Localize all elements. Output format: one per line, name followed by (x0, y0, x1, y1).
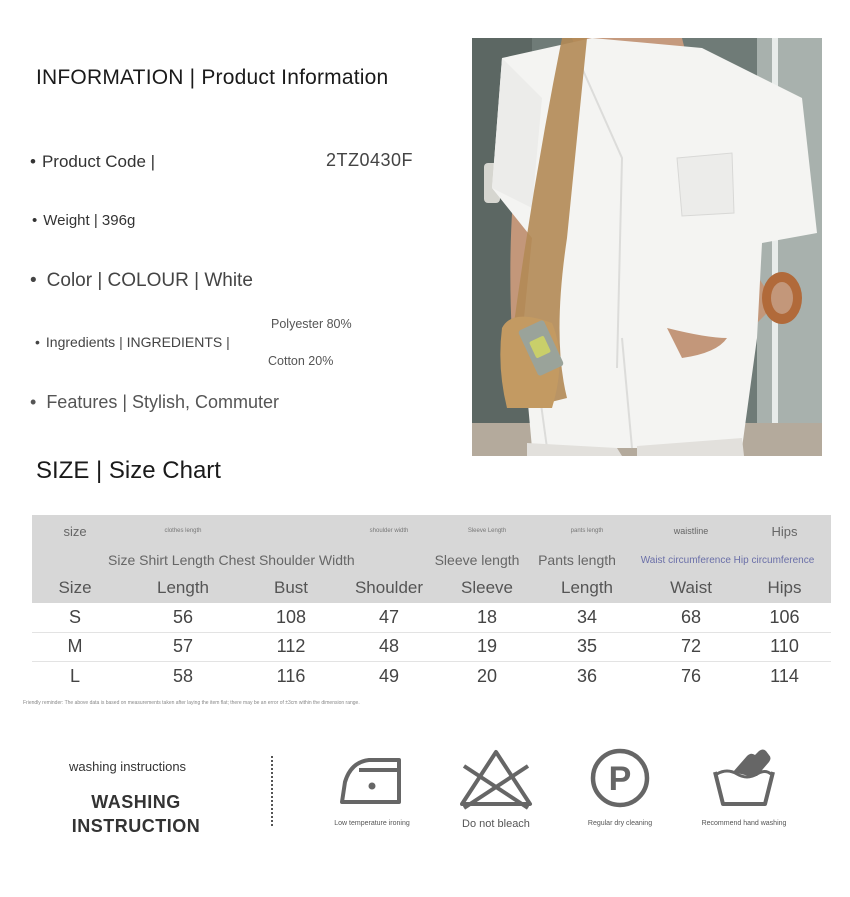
table-cell: 57 (172, 636, 194, 657)
table-cell: 48 (378, 636, 400, 657)
ingredient-cotton: Cotton 20% (268, 354, 334, 368)
table-cell: 47 (378, 606, 400, 627)
hand-wash-icon (709, 742, 779, 812)
dotted-divider (271, 756, 273, 826)
bullet: • (30, 270, 37, 291)
info-title: INFORMATION | Product Information (36, 66, 389, 89)
product-code-value: 2TZ0430F (326, 150, 414, 170)
table-cell: 116 (276, 666, 306, 687)
header-cell: Sleeve length (434, 552, 520, 568)
washing-item-hand-wash (694, 742, 794, 827)
ingredient-polyester: Polyester 80% (271, 317, 352, 331)
header-cell: Hips (771, 523, 798, 539)
header-cell: Pants length (538, 552, 616, 568)
table-cell: 108 (275, 606, 307, 627)
bullet: • (32, 212, 38, 229)
header-cell: size (63, 523, 87, 539)
color-text: Color | COLOUR | White (46, 270, 253, 291)
bullet: • (35, 334, 40, 350)
header-cell: shoulder width (369, 528, 409, 534)
column-header: Waist (670, 578, 712, 597)
table-cell: 110 (770, 636, 799, 657)
column-header: Sleeve (461, 578, 513, 597)
column-header: Hips (767, 578, 802, 597)
features-text: Features | Stylish, Commuter (46, 392, 280, 412)
table-cell: 20 (476, 666, 498, 687)
measurement-reminder: Friendly reminder: The above data is based on measurements taken after laying the item flat; there may be an error of ±3cm within the dimension range. (23, 700, 360, 706)
washing-item-iron (322, 742, 422, 827)
table-cell: 114 (770, 666, 799, 687)
bullet: • (30, 152, 36, 171)
table-cell: L (69, 666, 80, 687)
svg-text:P: P (608, 760, 632, 798)
washing-item-dry-clean (570, 742, 670, 827)
table-cell: 19 (476, 636, 498, 657)
iron-icon (337, 742, 407, 812)
bullet: • (30, 392, 37, 412)
washing-item-bleach (446, 742, 546, 830)
table-cell: 68 (680, 606, 702, 627)
column-header: Shoulder (354, 578, 424, 597)
table-cell: 76 (680, 666, 702, 687)
table-cell: 35 (576, 636, 598, 657)
table-cell: 56 (172, 606, 194, 627)
hand-wash-label: Recommend hand washing (701, 820, 787, 827)
table-cell: 72 (680, 636, 702, 657)
washing-title-line2: INSTRUCTION (71, 816, 201, 836)
table-header (32, 515, 831, 603)
header-cell: pants length (570, 528, 604, 534)
features-row (30, 392, 279, 413)
dry-clean-label: Regular dry cleaning (587, 820, 653, 827)
product-code-text: Product Code | (41, 152, 156, 171)
ingredients-row (35, 334, 230, 350)
table-cell: 106 (769, 606, 800, 627)
no-bleach-icon (456, 742, 536, 812)
size-chart-table (32, 515, 831, 692)
header-cell: Sleeve Length (467, 528, 507, 534)
weight-text: Weight | 396g (43, 212, 136, 229)
header-row-3 (32, 577, 831, 599)
column-header: Size (58, 578, 92, 597)
washing-title (60, 790, 212, 838)
washing-subtitle: washing instructions (69, 759, 187, 774)
column-header: Length (561, 578, 613, 597)
ingredients-text: Ingredients | INGREDIENTS | (45, 334, 230, 350)
table-cell: 18 (476, 606, 498, 627)
column-header: Bust (273, 578, 309, 597)
table-cell: 36 (576, 666, 598, 687)
table-cell: S (68, 606, 81, 627)
weight-row (32, 212, 135, 229)
washing-title-line1: WASHING (91, 792, 181, 812)
table-row (32, 662, 831, 692)
table-cell: 34 (576, 606, 598, 627)
product-code-label (30, 152, 155, 172)
table-row (32, 603, 831, 633)
bleach-label: Do not bleach (462, 818, 530, 830)
table-cell: 49 (378, 666, 400, 687)
column-header: Length (157, 578, 209, 597)
table-cell: 58 (172, 666, 194, 687)
table-cell: M (67, 636, 83, 657)
product-photo (472, 38, 822, 456)
header-cell: clothes length (164, 528, 202, 534)
header-row-2 (32, 551, 831, 569)
table-cell: 112 (276, 636, 306, 657)
size-chart-title: SIZE | Size Chart (36, 457, 221, 484)
header-cell: waistline (673, 526, 709, 536)
color-row (30, 270, 253, 292)
iron-label: Low temperature ironing (334, 820, 410, 827)
header-row-1 (32, 521, 831, 541)
table-row (32, 633, 831, 663)
header-cell: Waist circumference Hip circumference (640, 554, 815, 566)
dry-clean-icon (585, 742, 655, 812)
header-cell: Size Shirt Length Chest Shoulder Width (108, 552, 355, 568)
